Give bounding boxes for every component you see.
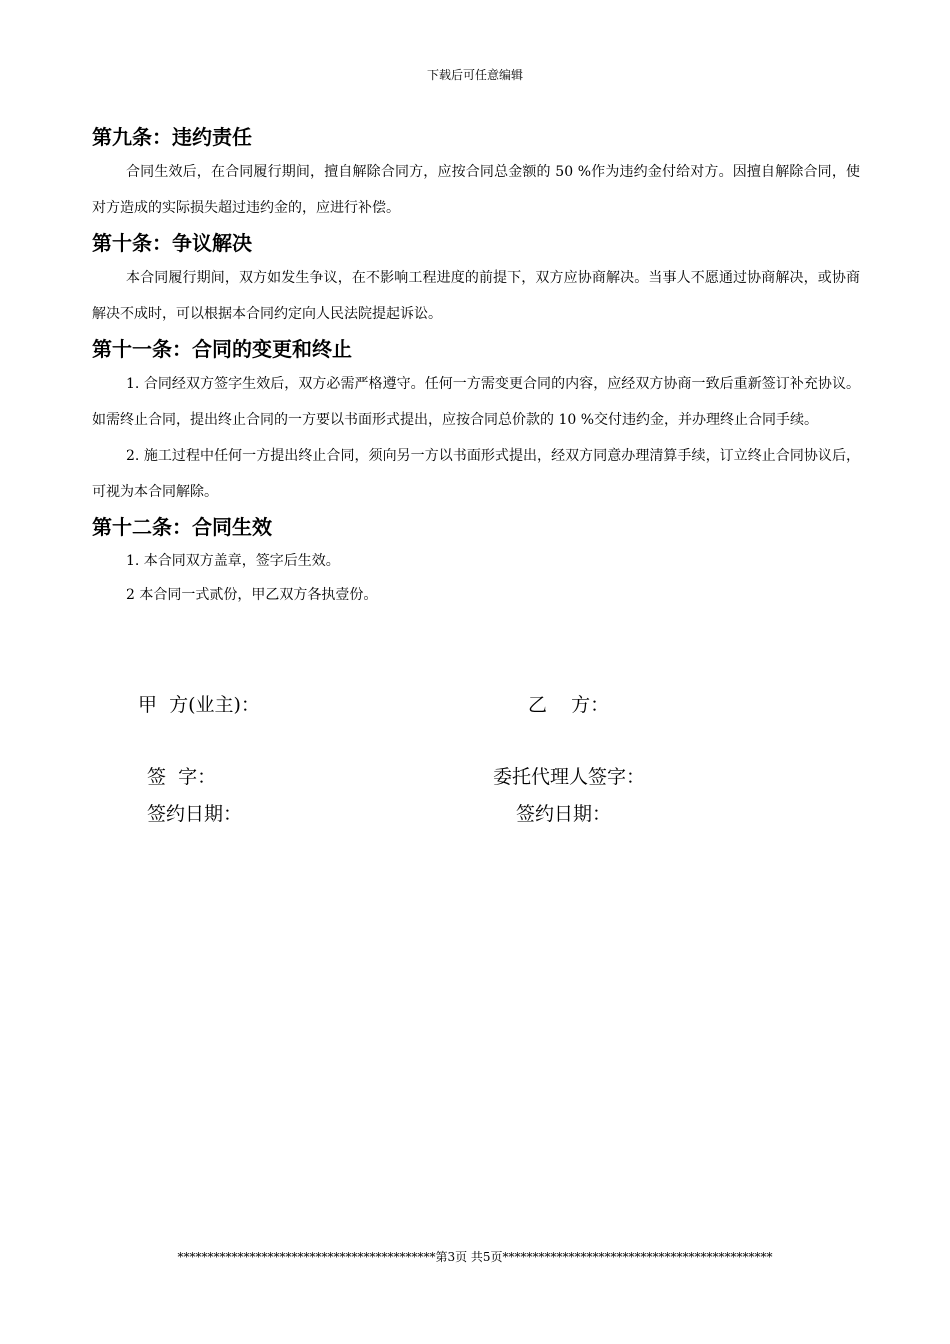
party-a-date-label: 签约日期：: [147, 803, 243, 825]
party-b-label: 乙 方：: [528, 694, 610, 716]
article-9-heading: 第九条：违约责任: [92, 125, 252, 149]
article-12-item-1: 1. 本合同双方盖章，签字后生效。: [126, 553, 340, 569]
article-10-heading: 第十条：争议解决: [92, 231, 252, 255]
article-11-heading: 第十一条：合同的变更和终止: [92, 337, 352, 361]
party-b-agent-signature-label: 委托代理人签字：: [493, 766, 646, 788]
article-11-paragraph-1: 1. 合同经双方签字生效后，双方必需严格遵守。任何一方需变更合同的内容，应经双方协商一致后重新签订补充协议。如需终止合同，提出终止合同的一方要以书面形式提出，应按合同总价款的 10 %交付违约金，并办理终止合同手续。: [92, 376, 860, 428]
article-10-paragraph: 本合同履行期间，双方如发生争议，在不影响工程进度的前提下，双方应协商解决。当事人不愿通过协商解决，或协商解决不成时，可以根据本合同约定向人民法院提起诉讼。: [92, 270, 860, 322]
contract-body: [92, 120, 860, 612]
article-12-heading: 第十二条：合同生效: [92, 515, 272, 539]
party-a-label: 甲 方(业主)：: [138, 694, 260, 716]
party-b-date-label: 签约日期：: [516, 803, 612, 825]
page-footer: *******************************************第3页 共5页*********************************************: [177, 1250, 773, 1264]
party-a-signature-label: 签 字：: [147, 766, 217, 788]
header-note: 下载后可任意编辑: [426, 68, 523, 82]
article-11-paragraph-2: 2. 施工过程中任何一方提出终止合同，须向另一方以书面形式提出，经双方同意办理清算手续，订立终止合同协议后，可视为本合同解除。: [92, 448, 860, 500]
article-9-paragraph: 合同生效后，在合同履行期间，擅自解除合同方，应按合同总金额的 50 %作为违约金付给对方。因擅自解除合同，使对方造成的实际损失超过违约金的，应进行补偿。: [92, 164, 860, 216]
article-12-item-2: 2 本合同一式贰份，甲乙双方各执壹份。: [126, 587, 378, 603]
